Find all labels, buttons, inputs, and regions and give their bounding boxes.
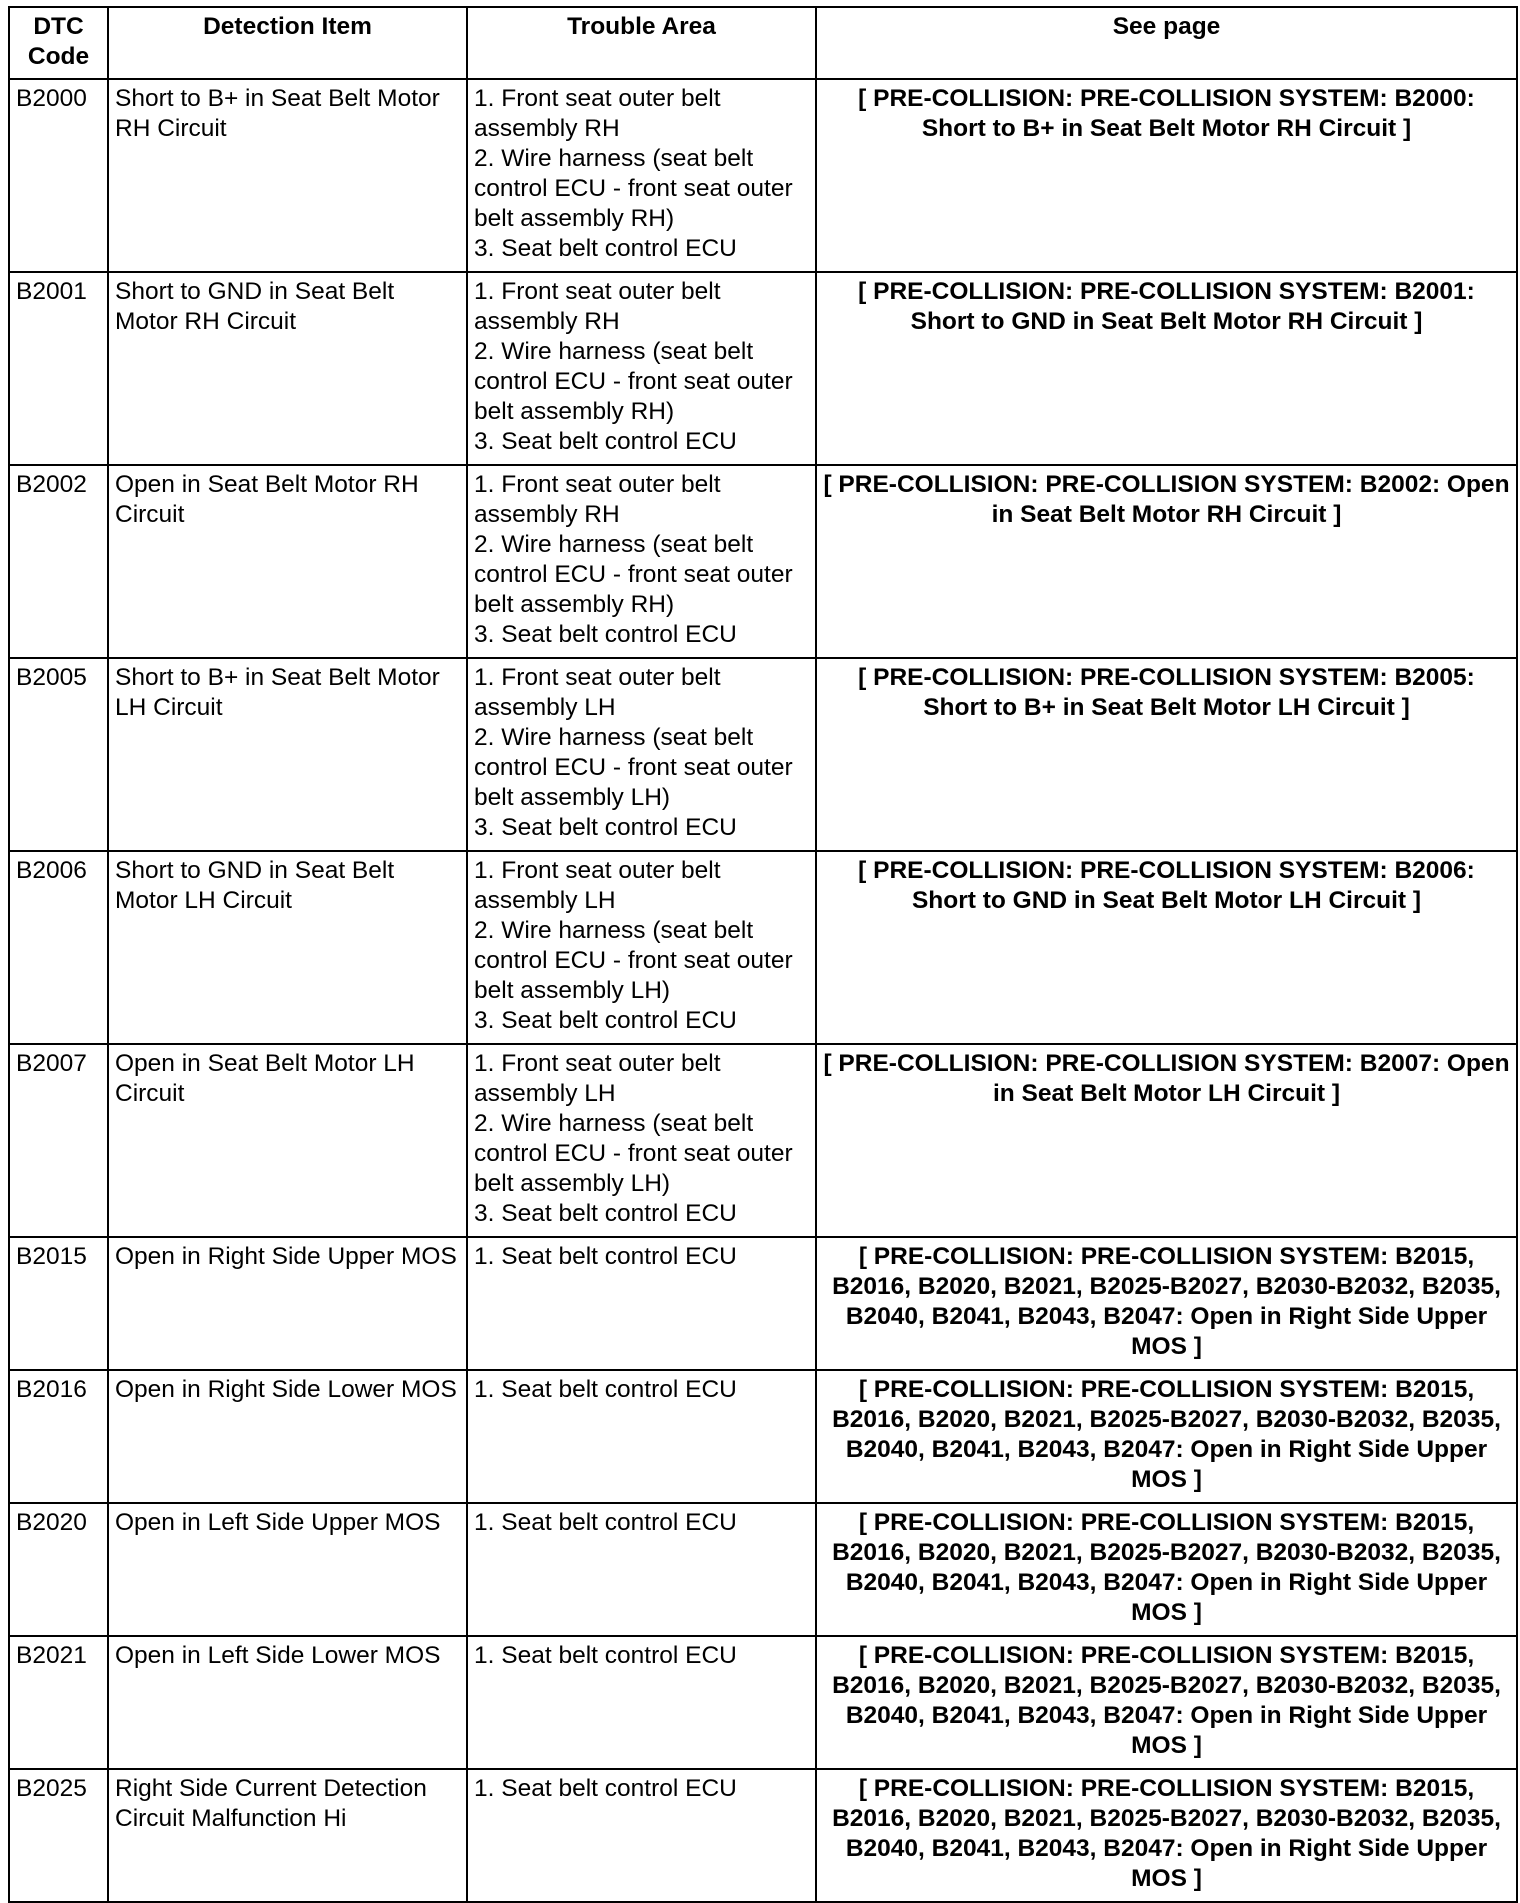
dtc-code-cell: B2020 bbox=[9, 1503, 108, 1636]
trouble-area-line: 1. Front seat outer belt assembly LH bbox=[474, 1050, 721, 1107]
trouble-area-line: 1. Front seat outer belt assembly RH bbox=[474, 278, 721, 335]
trouble-area-line: 2. Wire harness (seat belt control ECU - front seat outer belt assembly LH) bbox=[474, 917, 793, 1004]
dtc-code-cell: B2006 bbox=[9, 851, 108, 1044]
trouble-area-line: 1. Seat belt control ECU bbox=[474, 1775, 737, 1802]
trouble-area-line: 3. Seat belt control ECU bbox=[474, 428, 737, 455]
trouble-area-cell bbox=[467, 1237, 816, 1370]
header-dtc-code: DTC Code bbox=[9, 7, 108, 79]
see-page-link[interactable]: [ PRE-COLLISION: PRE-COLLISION SYSTEM: B2015, B2016, B2020, B2021, B2025-B2027, B2030-B2032, B2035, B2040, B2041, B2043, B2047: Open in Right Side Upper MOS ] bbox=[816, 1769, 1517, 1902]
trouble-area-cell bbox=[467, 1503, 816, 1636]
detection-item-cell: Open in Left Side Upper MOS bbox=[108, 1503, 467, 1636]
header-trouble-area: Trouble Area bbox=[467, 7, 816, 79]
table-row bbox=[9, 851, 1517, 1044]
see-page-link[interactable]: [ PRE-COLLISION: PRE-COLLISION SYSTEM: B2005: Short to B+ in Seat Belt Motor LH Circuit ] bbox=[816, 658, 1517, 851]
detection-item-cell: Open in Seat Belt Motor LH Circuit bbox=[108, 1044, 467, 1237]
table-row bbox=[9, 1370, 1517, 1503]
trouble-area-cell bbox=[467, 851, 816, 1044]
see-page-link[interactable]: [ PRE-COLLISION: PRE-COLLISION SYSTEM: B2015, B2016, B2020, B2021, B2025-B2027, B2030-B2032, B2035, B2040, B2041, B2043, B2047: Open in Right Side Upper MOS ] bbox=[816, 1237, 1517, 1370]
detection-item-cell: Open in Right Side Upper MOS bbox=[108, 1237, 467, 1370]
table-row bbox=[9, 465, 1517, 658]
trouble-area-cell bbox=[467, 658, 816, 851]
dtc-code-cell: B2005 bbox=[9, 658, 108, 851]
trouble-area-line: 3. Seat belt control ECU bbox=[474, 1007, 737, 1034]
detection-item-cell: Open in Right Side Lower MOS bbox=[108, 1370, 467, 1503]
dtc-code-cell: B2002 bbox=[9, 465, 108, 658]
header-detection-item: Detection Item bbox=[108, 7, 467, 79]
header-row bbox=[9, 7, 1517, 79]
header-see-page: See page bbox=[816, 7, 1517, 79]
detection-item-cell: Right Side Current Detection Circuit Malfunction Hi bbox=[108, 1769, 467, 1902]
trouble-area-cell bbox=[467, 1769, 816, 1902]
table-row bbox=[9, 1503, 1517, 1636]
table-header bbox=[9, 7, 1517, 79]
trouble-area-line: 1. Seat belt control ECU bbox=[474, 1509, 737, 1536]
see-page-link[interactable]: [ PRE-COLLISION: PRE-COLLISION SYSTEM: B2006: Short to GND in Seat Belt Motor LH Circuit ] bbox=[816, 851, 1517, 1044]
trouble-area-line: 1. Seat belt control ECU bbox=[474, 1642, 737, 1669]
trouble-area-cell bbox=[467, 1044, 816, 1237]
trouble-area-line: 1. Front seat outer belt assembly RH bbox=[474, 471, 721, 528]
trouble-area-line: 2. Wire harness (seat belt control ECU - front seat outer belt assembly RH) bbox=[474, 531, 793, 618]
trouble-area-line: 2. Wire harness (seat belt control ECU - front seat outer belt assembly LH) bbox=[474, 1110, 793, 1197]
trouble-area-line: 3. Seat belt control ECU bbox=[474, 814, 737, 841]
trouble-area-line: 1. Front seat outer belt assembly RH bbox=[474, 85, 721, 142]
table-row bbox=[9, 1769, 1517, 1902]
table-row bbox=[9, 1636, 1517, 1769]
see-page-link[interactable]: [ PRE-COLLISION: PRE-COLLISION SYSTEM: B2015, B2016, B2020, B2021, B2025-B2027, B2030-B2032, B2035, B2040, B2041, B2043, B2047: Open in Right Side Upper MOS ] bbox=[816, 1370, 1517, 1503]
detection-item-cell: Short to B+ in Seat Belt Motor LH Circuit bbox=[108, 658, 467, 851]
table-row bbox=[9, 1237, 1517, 1370]
detection-item-cell: Open in Left Side Lower MOS bbox=[108, 1636, 467, 1769]
trouble-area-line: 1. Seat belt control ECU bbox=[474, 1376, 737, 1403]
detection-item-cell: Open in Seat Belt Motor RH Circuit bbox=[108, 465, 467, 658]
trouble-area-line: 1. Front seat outer belt assembly LH bbox=[474, 664, 721, 721]
trouble-area-line: 1. Seat belt control ECU bbox=[474, 1243, 737, 1270]
dtc-code-cell: B2025 bbox=[9, 1769, 108, 1902]
dtc-code-cell: B2007 bbox=[9, 1044, 108, 1237]
table-row bbox=[9, 79, 1517, 272]
dtc-table bbox=[8, 6, 1518, 1903]
see-page-link[interactable]: [ PRE-COLLISION: PRE-COLLISION SYSTEM: B2007: Open in Seat Belt Motor LH Circuit ] bbox=[816, 1044, 1517, 1237]
detection-item-cell: Short to B+ in Seat Belt Motor RH Circuit bbox=[108, 79, 467, 272]
trouble-area-line: 1. Front seat outer belt assembly LH bbox=[474, 857, 721, 914]
trouble-area-cell bbox=[467, 79, 816, 272]
table-row bbox=[9, 272, 1517, 465]
see-page-link[interactable]: [ PRE-COLLISION: PRE-COLLISION SYSTEM: B2001: Short to GND in Seat Belt Motor RH Circuit ] bbox=[816, 272, 1517, 465]
detection-item-cell: Short to GND in Seat Belt Motor LH Circuit bbox=[108, 851, 467, 1044]
trouble-area-line: 3. Seat belt control ECU bbox=[474, 621, 737, 648]
trouble-area-cell bbox=[467, 1636, 816, 1769]
dtc-code-cell: B2001 bbox=[9, 272, 108, 465]
table-row bbox=[9, 1044, 1517, 1237]
dtc-code-cell: B2021 bbox=[9, 1636, 108, 1769]
see-page-link[interactable]: [ PRE-COLLISION: PRE-COLLISION SYSTEM: B2000: Short to B+ in Seat Belt Motor RH Circuit ] bbox=[816, 79, 1517, 272]
dtc-code-cell: B2016 bbox=[9, 1370, 108, 1503]
dtc-code-cell: B2000 bbox=[9, 79, 108, 272]
trouble-area-line: 3. Seat belt control ECU bbox=[474, 235, 737, 262]
trouble-area-line: 2. Wire harness (seat belt control ECU - front seat outer belt assembly RH) bbox=[474, 338, 793, 425]
detection-item-cell: Short to GND in Seat Belt Motor RH Circuit bbox=[108, 272, 467, 465]
see-page-link[interactable]: [ PRE-COLLISION: PRE-COLLISION SYSTEM: B2015, B2016, B2020, B2021, B2025-B2027, B2030-B2032, B2035, B2040, B2041, B2043, B2047: Open in Right Side Upper MOS ] bbox=[816, 1636, 1517, 1769]
trouble-area-line: 2. Wire harness (seat belt control ECU - front seat outer belt assembly LH) bbox=[474, 724, 793, 811]
trouble-area-cell bbox=[467, 272, 816, 465]
trouble-area-cell bbox=[467, 465, 816, 658]
see-page-link[interactable]: [ PRE-COLLISION: PRE-COLLISION SYSTEM: B2002: Open in Seat Belt Motor RH Circuit ] bbox=[816, 465, 1517, 658]
trouble-area-cell bbox=[467, 1370, 816, 1503]
see-page-link[interactable]: [ PRE-COLLISION: PRE-COLLISION SYSTEM: B2015, B2016, B2020, B2021, B2025-B2027, B2030-B2032, B2035, B2040, B2041, B2043, B2047: Open in Right Side Upper MOS ] bbox=[816, 1503, 1517, 1636]
trouble-area-line: 2. Wire harness (seat belt control ECU - front seat outer belt assembly RH) bbox=[474, 145, 793, 232]
dtc-code-cell: B2015 bbox=[9, 1237, 108, 1370]
trouble-area-line: 3. Seat belt control ECU bbox=[474, 1200, 737, 1227]
table-body bbox=[9, 79, 1517, 1902]
table-row bbox=[9, 658, 1517, 851]
